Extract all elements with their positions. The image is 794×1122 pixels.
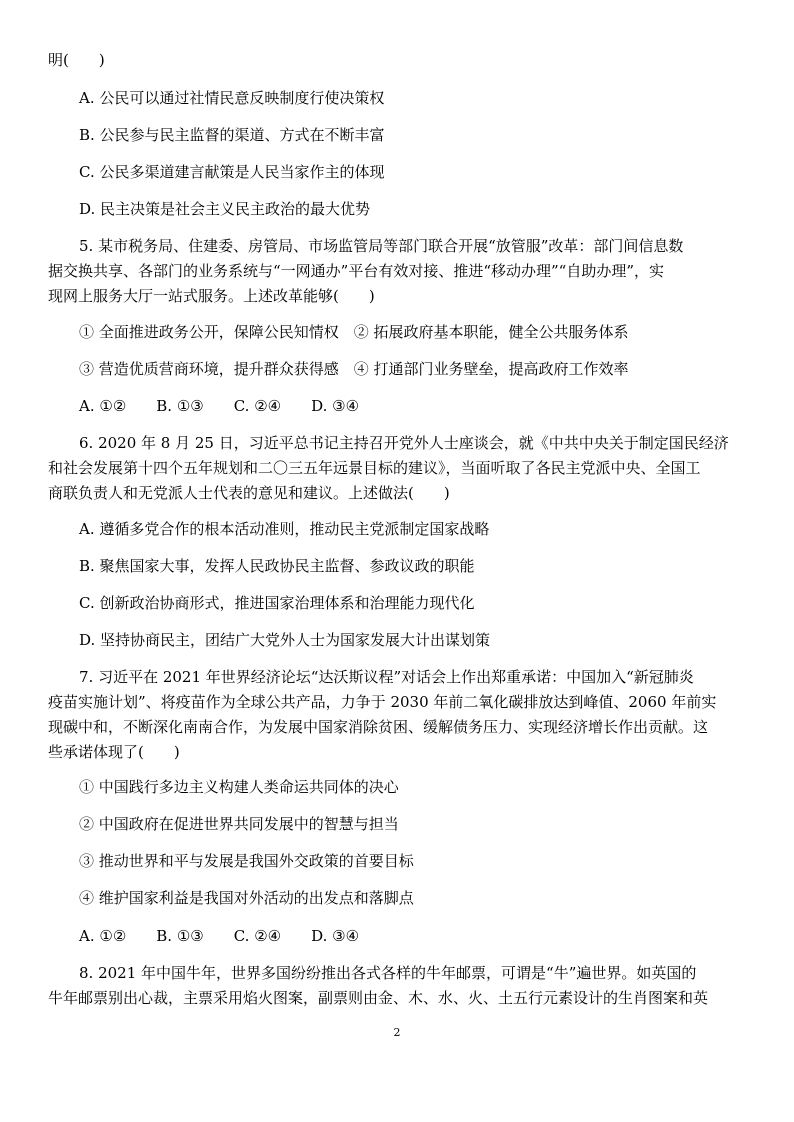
q6-stem-line-1: 6. 2020 年 8 月 25 日，习近平总书记主持召开党外人士座谈会，就《中共中央关于制定国民经济 [79,434,729,452]
q4-option-c: C. 公民多渠道建言献策是人民当家作主的体现 [79,163,385,181]
q7-statement-3: ③ 推动世界和平与发展是我国外交政策的首要目标 [79,852,414,870]
q5-choices: A. ①② B. ①③ C. ②④ D. ③④ [79,397,360,415]
q6-option-a: A. 遵循多党合作的根本活动准则，推动民主党派制定国家战略 [79,520,490,538]
q6-option-c: C. 创新政治协商形式，推进国家治理体系和治理能力现代化 [79,594,475,612]
q7-statement-2: ② 中国政府在促进世界共同发展中的智慧与担当 [79,815,399,833]
q7-stem-line-4: 些承诺体现了( ) [48,743,180,761]
q5-statements-line-1: ① 全面推进政务公开，保障公民知情权 ② 拓展政府基本职能，健全公共服务体系 [79,323,629,341]
q7-stem-line-2: 疫苗实施计划”、将疫苗作为全球公共产品，力争于 2030 年前二氧化碳排放达到峰值、2060 年前实 [48,693,717,711]
q5-stem-line-1: 5. 某市税务局、住建委、房管局、市场监管局等部门联合开展“放管服”改革：部门间信息数 [79,237,684,255]
q6-option-b: B. 聚焦国家大事，发挥人民政协民主监督、参政议政的职能 [79,557,475,575]
carry-over-answer-blank: 明( ) [48,51,105,69]
q7-stem-line-1: 7. 习近平在 2021 年世界经济论坛“达沃斯议程”对话会上作出郑重承诺：中国加入“新冠肺炎 [79,668,694,686]
q8-stem-line-2: 牛年邮票别出心裁，主票采用焰火图案，副票则由金、木、水、火、土五行元素设计的生肖图案和英 [48,989,709,1007]
page-number: 2 [393,1026,401,1039]
q6-stem-line-3: 商联负责人和无党派人士代表的意见和建议。上述做法( ) [48,484,450,502]
q7-stem-line-3: 现碳中和，不断深化南南合作，为发展中国家消除贫困、缓解债务压力、实现经济增长作出贡献。这 [48,718,709,736]
q5-stem-line-2: 据交换共享、各部门的业务系统与“一网通办”平台有效对接、推进“移动办理”“自助办理”，实 [48,262,665,280]
q6-option-d: D. 坚持协商民主，团结广大党外人士为国家发展大计出谋划策 [79,631,491,649]
q4-option-b: B. 公民参与民主监督的渠道、方式在不断丰富 [79,126,385,144]
q7-choices: A. ①② B. ①③ C. ②④ D. ③④ [79,927,360,945]
q6-stem-line-2: 和社会发展第十四个五年规划和二〇三五年远景目标的建议》，当面听取了各民主党派中央、全国工 [48,459,701,477]
q4-option-d: D. 民主决策是社会主义民主政治的最大优势 [79,200,371,218]
q4-option-a: A. 公民可以通过社情民意反映制度行使决策权 [79,89,385,107]
q8-stem-line-1: 8. 2021 年中国牛年，世界多国纷纷推出各式各样的牛年邮票，可谓是“牛”遍世界。如英国的 [79,964,697,982]
q5-stem-line-3: 现网上服务大厅一站式服务。上述改革能够( ) [48,287,375,305]
q7-statement-1: ① 中国践行多边主义构建人类命运共同体的决心 [79,778,399,796]
q7-statement-4: ④ 维护国家利益是我国对外活动的出发点和落脚点 [79,889,414,907]
q5-statements-line-2: ③ 营造优质营商环境，提升群众获得感 ④ 打通部门业务壁垒，提高政府工作效率 [79,360,629,378]
